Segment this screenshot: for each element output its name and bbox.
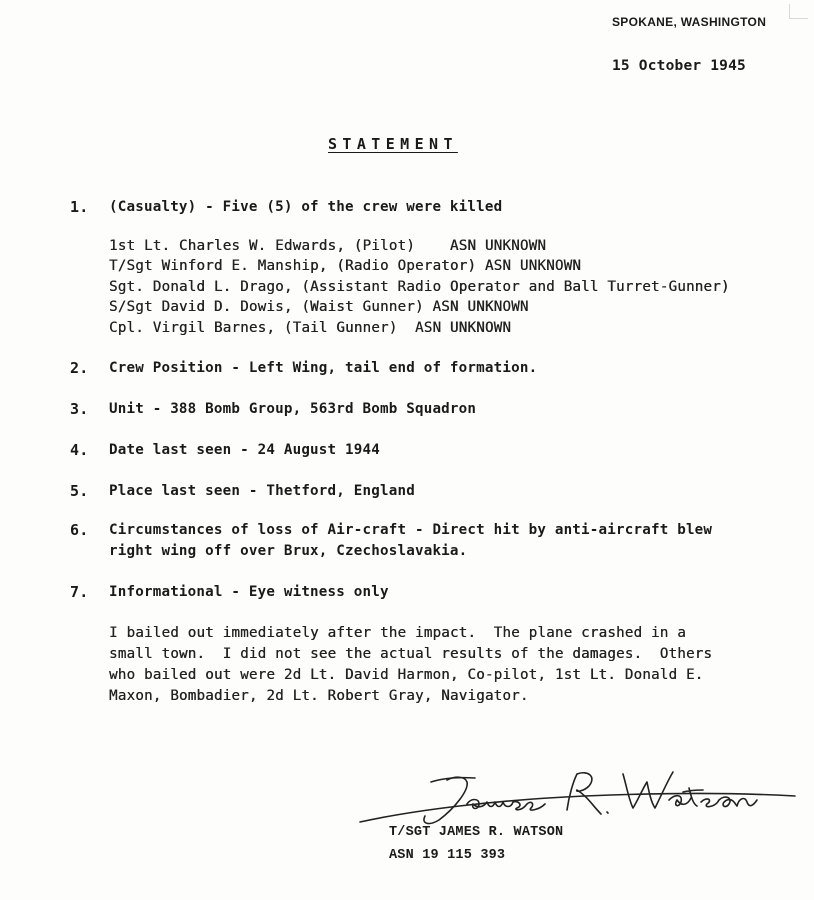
item-number-1: 1. (70, 198, 89, 216)
narrative-line-1: I bailed out immediately after the impact. The plane crashed in a (109, 625, 686, 641)
narrative-line-3: who bailed out were 2d Lt. David Harmon, Co-pilot, 1st Lt. Donald E. (109, 667, 704, 683)
page-corner-mark (789, 4, 808, 19)
crew-line-2: T/Sgt Winford E. Manship, (Radio Operator) ASN UNKNOWN (109, 258, 582, 274)
signer-name: T/SGT JAMES R. WATSON (389, 825, 564, 840)
item-casualty: (Casualty) - Five (5) of the crew were killed (109, 199, 503, 215)
item-number-4: 4. (70, 441, 89, 459)
item-number-7: 7. (70, 583, 89, 601)
item-informational: Informational - Eye witness only (109, 584, 389, 600)
crew-line-3: Sgt. Donald L. Drago, (Assistant Radio Operator and Ball Turret-Gunner) (109, 279, 730, 295)
item-circumstances-line-1: Circumstances of loss of Air-craft - Direct hit by anti-aircraft blew (109, 522, 713, 538)
item-date-last-seen: Date last seen - 24 August 1944 (109, 442, 380, 458)
signer-asn: ASN 19 115 393 (389, 848, 506, 863)
item-number-3: 3. (70, 400, 89, 418)
item-unit: Unit - 388 Bomb Group, 563rd Bomb Squadron (109, 401, 477, 417)
crew-line-4: S/Sgt David D. Dowis, (Waist Gunner) ASN UNKNOWN (109, 299, 529, 315)
crew-line-1: 1st Lt. Charles W. Edwards, (Pilot) ASN UNKNOWN (109, 238, 547, 254)
narrative-line-2: small town. I did not see the actual results of the damages. Others (109, 646, 713, 662)
crew-line-5: Cpl. Virgil Barnes, (Tail Gunner) ASN UNKNOWN (109, 320, 512, 336)
document-date: 15 October 1945 (612, 58, 746, 74)
item-place-last-seen: Place last seen - Thetford, England (109, 483, 415, 499)
document-title: STATEMENT (328, 135, 458, 153)
item-number-6: 6. (70, 521, 89, 539)
narrative-line-4: Maxon, Bombadier, 2d Lt. Robert Gray, Navigator. (109, 688, 529, 704)
item-circumstances-line-2: right wing off over Brux, Czechoslavakia. (109, 543, 468, 559)
item-crew-position: Crew Position - Left Wing, tail end of formation. (109, 360, 538, 376)
item-number-2: 2. (70, 359, 89, 377)
item-number-5: 5. (70, 482, 89, 500)
document-location: SPOKANE, WASHINGTON (612, 15, 767, 29)
